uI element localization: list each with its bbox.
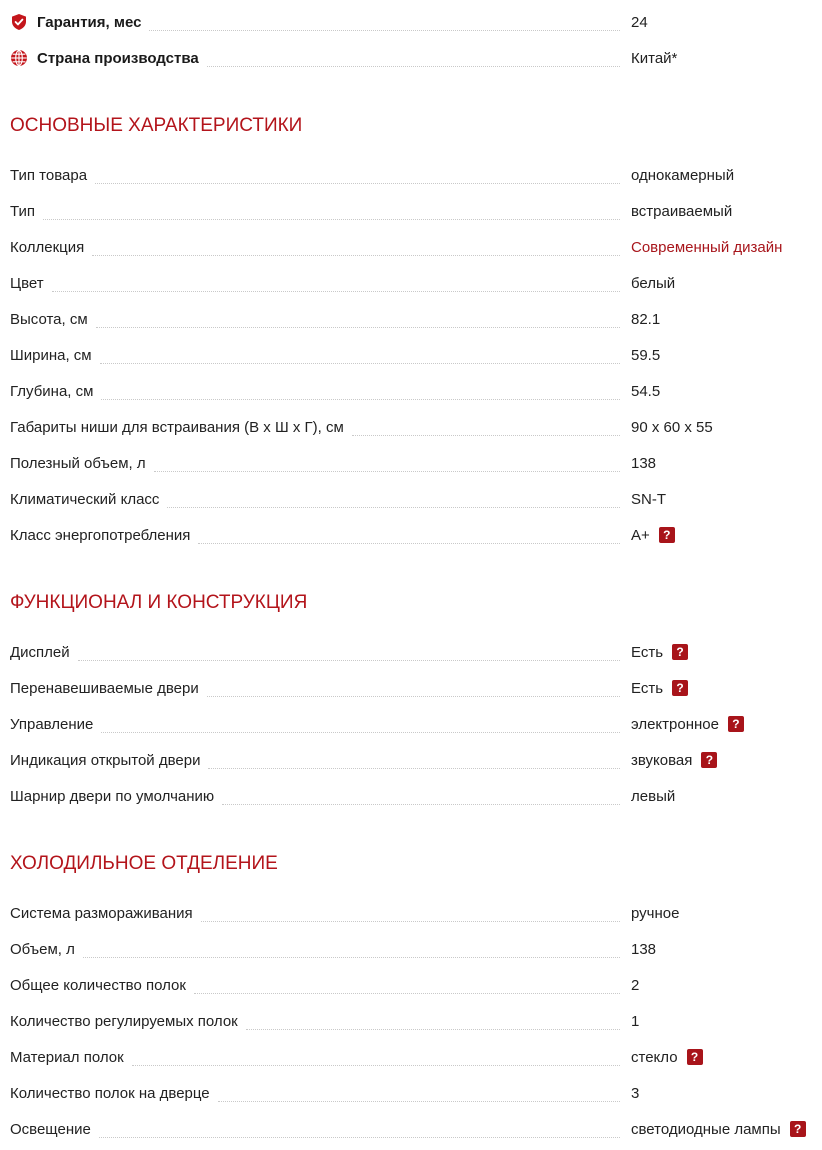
spec-value-text: 1: [631, 1012, 640, 1030]
help-tooltip-button[interactable]: ?: [659, 527, 675, 543]
spec-value-text: Есть: [631, 643, 664, 661]
dotted-leader: [96, 327, 620, 328]
spec-value-text: Есть: [631, 679, 664, 697]
spec-label: Коллекция: [10, 238, 85, 256]
dotted-leader: [167, 507, 620, 508]
dotted-leader: [207, 66, 620, 67]
dotted-leader: [207, 696, 620, 697]
spec-value: [631, 455, 656, 472]
spec-label: Глубина, см: [10, 382, 94, 400]
spec-row-door-shelves: [0, 1075, 822, 1111]
spec-value-text: 2: [631, 976, 640, 994]
spec-row-type: [0, 193, 822, 229]
spec-name: [10, 1075, 631, 1111]
spec-value-text: белый: [631, 274, 676, 292]
spec-value: [631, 383, 660, 400]
spec-value: [631, 239, 782, 256]
spec-value: [631, 752, 717, 769]
spec-label: Габариты ниши для встраивания (В x Ш x Г), см: [10, 418, 344, 436]
dotted-leader: [78, 660, 620, 661]
spec-value: [631, 644, 688, 661]
dotted-leader: [92, 255, 620, 256]
section-main-characteristics: [0, 114, 822, 553]
spec-name: [10, 1111, 631, 1147]
spec-value: [631, 275, 675, 292]
spec-value-text: 59.5: [631, 346, 661, 364]
spec-value-text: A+: [631, 526, 650, 544]
spec-value-text: встраиваемый: [631, 202, 733, 220]
dotted-leader: [208, 768, 620, 769]
spec-label: Гарантия, мес: [37, 13, 142, 31]
spec-value-text: SN-T: [631, 490, 666, 508]
spec-name: [10, 967, 631, 1003]
spec-value: [631, 1085, 639, 1102]
dotted-leader: [194, 993, 620, 994]
spec-value-text: 138: [631, 454, 657, 472]
spec-value: [631, 167, 734, 184]
spec-value: [631, 1013, 639, 1030]
spec-row-lighting: [0, 1111, 822, 1147]
spec-name: [10, 373, 631, 409]
dotted-leader: [99, 1137, 620, 1138]
spec-row-climate-class: [0, 481, 822, 517]
spec-value: [631, 419, 713, 436]
section-title: ОСНОВНЫЕ ХАРАКТЕРИСТИКИ: [10, 115, 303, 136]
spec-label: Общее количество полок: [10, 976, 186, 994]
spec-name: [10, 706, 631, 742]
section-title: ФУНКЦИОНАЛ И КОНСТРУКЦИЯ: [10, 592, 308, 613]
spec-value: [631, 788, 675, 805]
spec-label: Шарнир двери по умолчанию: [10, 787, 215, 805]
spec-label: Количество регулируемых полок: [10, 1012, 238, 1030]
spec-value-text: светодиодные лампы: [631, 1120, 781, 1138]
spec-value-text: 3: [631, 1084, 640, 1102]
spec-name: [10, 229, 631, 265]
spec-row-volume: [0, 931, 822, 967]
spec-label: Полезный объем, л: [10, 454, 146, 472]
spec-row-energy-class: [0, 517, 822, 553]
dotted-leader: [83, 957, 620, 958]
spec-label: Цвет: [10, 274, 44, 292]
spec-label: Тип товара: [10, 166, 88, 184]
dotted-leader: [218, 1101, 620, 1102]
dotted-leader: [149, 30, 620, 31]
spec-value-text: электронное: [631, 715, 719, 733]
spec-value: [631, 203, 732, 220]
spec-value-text: левый: [631, 787, 676, 805]
spec-value-text: стекло: [631, 1048, 678, 1066]
spec-name: [10, 1003, 631, 1039]
spec-label: Управление: [10, 715, 94, 733]
dotted-leader: [222, 804, 620, 805]
spec-row-door-hinge-default: [0, 778, 822, 814]
spec-row-warranty: [0, 4, 822, 40]
spec-value: [631, 977, 639, 994]
spec-row-product-type: [0, 157, 822, 193]
help-tooltip-button[interactable]: ?: [728, 716, 744, 732]
spec-value: [631, 1049, 703, 1066]
spec-label: Материал полок: [10, 1048, 124, 1066]
spec-name: [10, 895, 631, 931]
spec-name: [10, 670, 631, 706]
spec-name: [10, 778, 631, 814]
spec-name: [10, 517, 631, 553]
spec-value-text: Китай*: [631, 49, 678, 67]
dotted-leader: [246, 1029, 620, 1030]
dotted-leader: [201, 921, 620, 922]
globe-icon: [10, 49, 28, 67]
spec-row-door-open-indicator: [0, 742, 822, 778]
spec-value: [631, 905, 679, 922]
shield-check-icon: [10, 13, 28, 31]
spec-row-country: [0, 40, 822, 76]
dotted-leader: [198, 543, 620, 544]
spec-label: Тип: [10, 202, 36, 220]
spec-label: Климатический класс: [10, 490, 160, 508]
spec-row-defrost-system: [0, 895, 822, 931]
dotted-leader: [52, 291, 620, 292]
spec-value-text: 138: [631, 940, 657, 958]
spec-name: [10, 1039, 631, 1075]
dotted-leader: [132, 1065, 620, 1066]
spec-name: [10, 445, 631, 481]
help-tooltip-button[interactable]: ?: [672, 644, 688, 660]
dotted-leader: [154, 471, 620, 472]
spec-name: [10, 409, 631, 445]
spec-label: Высота, см: [10, 310, 88, 328]
spec-value-text: звуковая: [631, 751, 693, 769]
spec-row-display: [0, 634, 822, 670]
spec-label: Количество полок на дверце: [10, 1084, 210, 1102]
dotted-leader: [352, 435, 620, 436]
spec-value-text: 90 x 60 x 55: [631, 418, 713, 436]
dotted-leader: [95, 183, 620, 184]
dotted-leader: [43, 219, 620, 220]
spec-name: [10, 481, 631, 517]
spec-row-shelves-total: [0, 967, 822, 1003]
spec-value: [631, 716, 744, 733]
spec-name: [10, 301, 631, 337]
spec-value: [631, 311, 660, 328]
spec-row-control: [0, 706, 822, 742]
section-refrigerator-compartment: [0, 852, 822, 1147]
spec-value: [631, 491, 666, 508]
section-title: ХОЛОДИЛЬНОЕ ОТДЕЛЕНИЕ: [10, 853, 278, 874]
spec-label: Ширина, см: [10, 346, 92, 364]
spec-value: [631, 50, 677, 67]
spec-label: Объем, л: [10, 940, 75, 958]
spec-value: [631, 680, 688, 697]
spec-name: [10, 193, 631, 229]
spec-value: [631, 941, 656, 958]
spec-value: [631, 527, 675, 544]
spec-value: [631, 14, 648, 31]
spec-value-text: 54.5: [631, 382, 661, 400]
spec-value-text: ручное: [631, 904, 680, 922]
spec-label: Дисплей: [10, 643, 70, 661]
spec-row-width: [0, 337, 822, 373]
help-tooltip-button[interactable]: ?: [687, 1049, 703, 1065]
spec-value-text: 82.1: [631, 310, 661, 328]
spec-value-text: однокамерный: [631, 166, 735, 184]
spec-value: [631, 347, 660, 364]
help-tooltip-button[interactable]: ?: [790, 1121, 806, 1137]
dotted-leader: [101, 399, 620, 400]
spec-row-color: [0, 265, 822, 301]
spec-label: Класс энергопотребления: [10, 526, 191, 544]
collection-link[interactable]: Современный дизайн: [631, 238, 783, 256]
spec-label: Страна производства: [37, 49, 199, 67]
spec-row-usable-volume: [0, 445, 822, 481]
spec-name: [10, 40, 631, 76]
spec-name: [10, 337, 631, 373]
spec-label: Перенавешиваемые двери: [10, 679, 199, 697]
spec-row-niche-dimensions: [0, 409, 822, 445]
spec-label: Индикация открытой двери: [10, 751, 201, 769]
spec-label: Система размораживания: [10, 904, 193, 922]
dotted-leader: [101, 732, 620, 733]
spec-row-adjustable-shelves: [0, 1003, 822, 1039]
help-tooltip-button[interactable]: ?: [672, 680, 688, 696]
spec-row-collection: [0, 229, 822, 265]
spec-name: [10, 4, 631, 40]
spec-name: [10, 742, 631, 778]
help-tooltip-button[interactable]: ?: [701, 752, 717, 768]
header-specs: [0, 4, 822, 76]
spec-name: [10, 634, 631, 670]
spec-row-shelf-material: [0, 1039, 822, 1075]
section-functionality-construction: [0, 591, 822, 814]
spec-row-height: [0, 301, 822, 337]
spec-name: [10, 931, 631, 967]
spec-value-text: 24: [631, 13, 648, 31]
spec-value: [631, 1121, 806, 1138]
spec-label: Освещение: [10, 1120, 91, 1138]
spec-name: [10, 265, 631, 301]
spec-row-depth: [0, 373, 822, 409]
dotted-leader: [100, 363, 620, 364]
spec-name: [10, 157, 631, 193]
spec-row-reversible-doors: [0, 670, 822, 706]
